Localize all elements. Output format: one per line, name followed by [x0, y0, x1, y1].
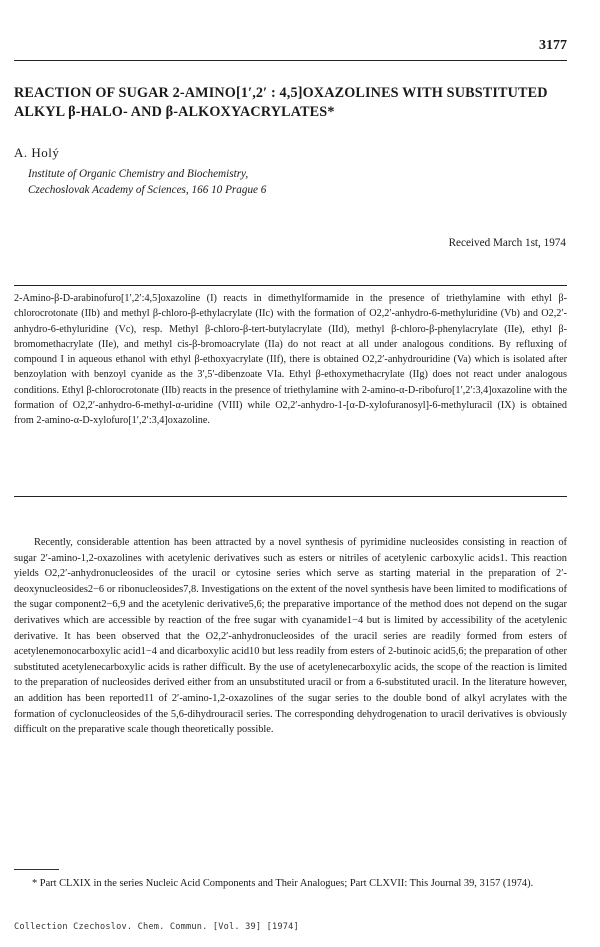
header-rule	[14, 60, 567, 61]
footnote-rule	[14, 869, 59, 870]
body-paragraph: Recently, considerable attention has been attracted by a novel synthesis of pyrimidine nucleosides consisting in reaction of sugar 2′-amino-1,2-oxazolines with acetylenic derivatives such as esters or nitriles of acetylenic carboxylic acids1. This reaction yields O2,2′-anhydronucleosides of the uracil or cytosine series which serve as starting material in the preparation of 2′-deoxynucleosides2−6 or ribonucleosides7,8. Investigations on the extent of the novel synthesis have been limited to modifications of the sugar component2−6,9 and the acetylenic derivative5,6; the preparative importance of the method does not depend on the sugar derivatives which are accessible by reaction of the free sugar with cyanamide1−4 but is limited by accessibility of the acetylenic derivative. It has been observed that the O2,2′-anhydronucleosides of the uracil series are readily formed from esters of acetylenemonocarboxylic acid1−4 and dicarboxylic acid10 but less readily from esters of 2-butinoic acid5,6; the preparation of other substituted acetylenecarboxylic acids is rather difficult. By the use of acetylenecarboxylic acids, the scope of the reaction is limited to the preparation of nucleosides derived either from an unsubstituted uracil or from a 6-substituted uracil. In the literature however, an addition has been reported11 of 2′-amino-1,2-oxazolines of the sugar series to the double bond of alkyl acrylates with the formation of cyclonucleosides of the 5,6-dihydrouracil series. The corresponding dehydrogenation to uracil derivatives is obviously difficult on the preparative scale though theoretically possible.	[14, 537, 567, 736]
footnote: * Part CLXIX in the series Nucleic Acid Components and Their Analogues; Part CLXVII: This Journal 39, 3157 (1974).	[32, 878, 534, 889]
page-number: 3177	[539, 38, 567, 53]
received-date: Received March 1st, 1974	[448, 237, 566, 249]
abstract-top-rule	[14, 285, 567, 286]
affiliation-line-2: Czechoslovak Academy of Sciences, 166 10 Prague 6	[28, 184, 267, 196]
author: A. Holý	[14, 145, 60, 160]
abstract: 2-Amino-β-D-arabinofuro[1′,2′:4,5]oxazoline (I) reacts in dimethylformamide in the presence of triethylamine with ethyl β-chlorocrotonate (IIb) and methyl β-chloro-β-ethylacrylate (IIc) with the formation of O2,2′-anhydro-6-methyluridine (Vb) and O2,2′-anhydro-6-ethyluridine (Vc), resp. Methyl β-chloro-β-tert-butylacrylate (IId), methyl β-chloro-β-phenylacrylate (IIe), ethyl β-bromomethacrylate (IIe), and methyl cis-β-bromoacrylate (IIa) do not react at all under analogous conditions. By refluxing of compound I in aqueous ethanol with ethyl β-ethoxyacrylate (IIf), there is obtained O2,2′-anhydrouridine (Va) which is isolated after benzoylation with benzoyl cyanide as the 3′,5′-dibenzoate VIa. Ethyl β-ethoxymethacrylate (IIg) does not react under analogous conditions. Ethyl β-chlorocrotonate (IIb) reacts in the presence of triethylamine with 2-amino-α-D-ribofuro[1′,2′:3,4]oxazoline with the formation of O2,2′-anhydro-6-methyl-α-uridine (VIII) while O2,2′-anhydro-1-[α-D-xylofuranosyl]-6-methyluracil (IX) is obtained from 2-amino-α-D-xylofuro[1′,2′:3,4]oxazoline.	[14, 293, 567, 427]
affiliation-line-1: Institute of Organic Chemistry and Biochemistry,	[28, 168, 249, 180]
abstract-bottom-rule	[14, 496, 567, 497]
affiliation	[28, 166, 266, 198]
journal-footer: Collection Czechoslov. Chem. Commun. [Vol. 39] [1974]	[14, 922, 299, 932]
article-title: REACTION OF SUGAR 2-AMINO[1′,2′ : 4,5]OXAZOLINES WITH SUBSTITUTED ALKYL β-HALO- AND β-ALKOXYACRYLATES*	[14, 85, 548, 120]
